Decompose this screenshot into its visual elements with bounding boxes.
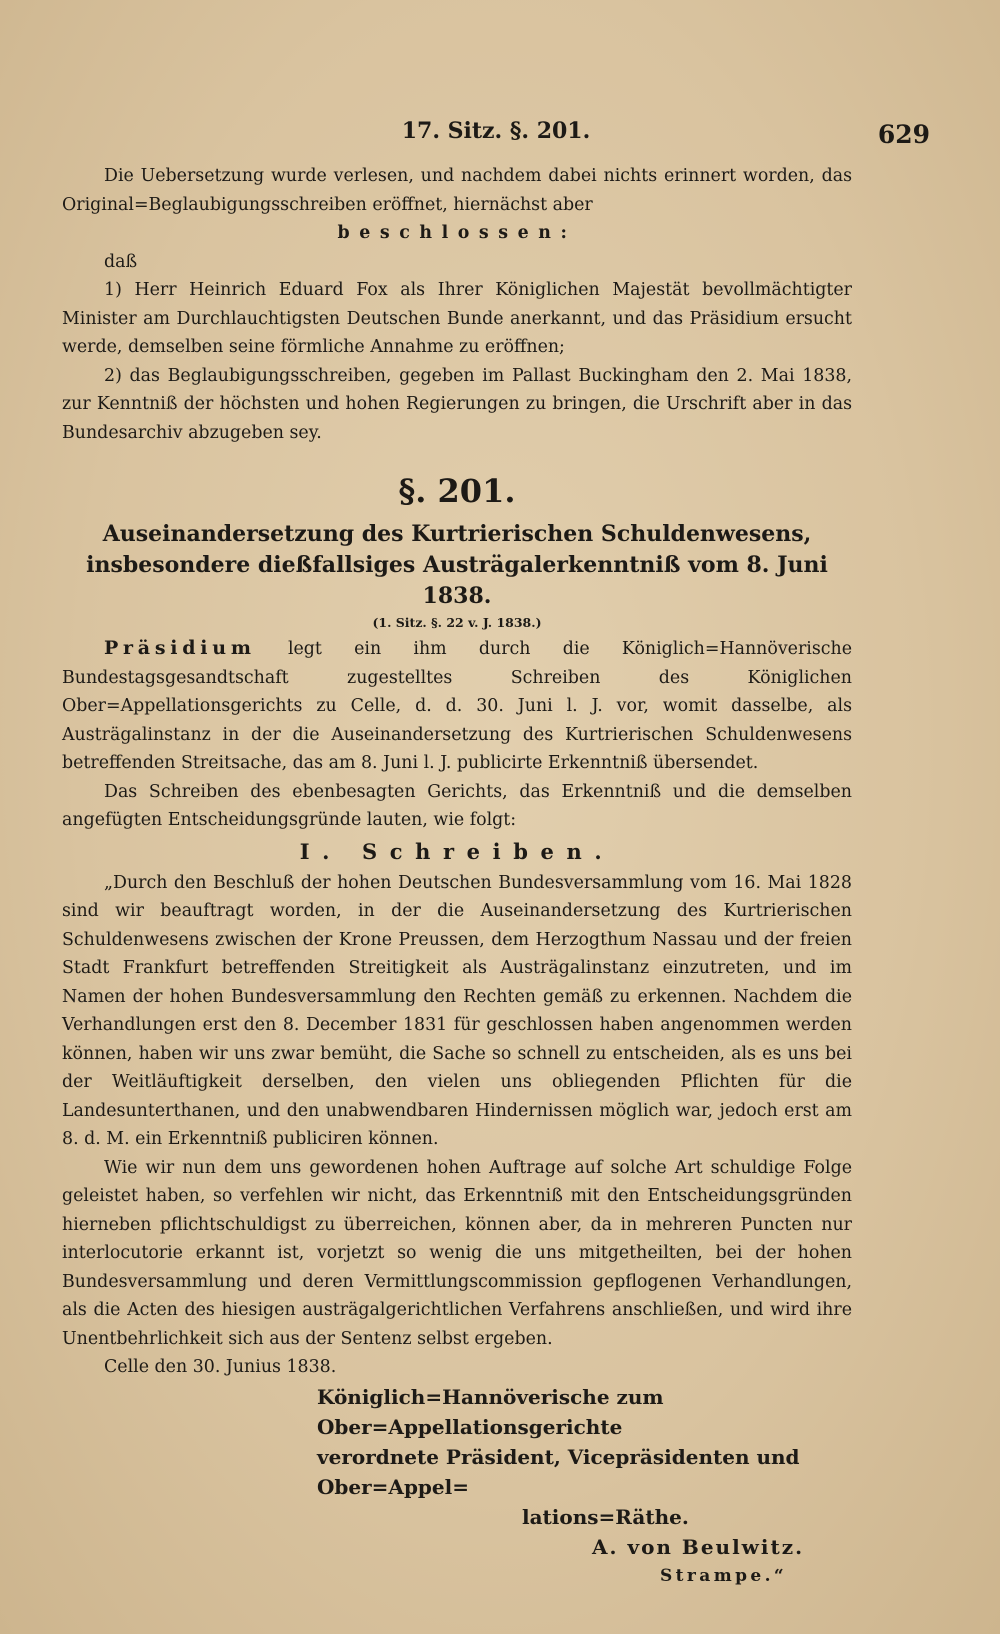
page-header	[62, 118, 930, 158]
section-title: Auseinandersetzung des Kurtrierischen Schuldenwesens, insbesondere dießfallsiges Austrägalerkenntniß vom 8. Juni 1838.	[86, 521, 828, 609]
praesidium-lead: Präsidium	[104, 637, 256, 659]
resolution-heading: beschlossen:	[337, 223, 577, 243]
resolution-item-1: 1) Herr Heinrich Eduard Fox als Ihrer Königlichen Majestät bevollmächtigter Minister am Durchlauchtigsten Deutschen Bunde anerkannt, und das Präsidium ersucht werde, demselben seine förmliche Annahme zu eröffnen;	[62, 280, 852, 357]
praesidium-text: legt ein ihm durch die Königlich=Hannöverische Bundestagsgesandtschaft zugestelltes Schreiben des Königlichen Ober=Appellationsgerichts zu Celle, d. d. 30. Juni l. J. vor, womit dasselbe, als Austrägalinstanz in der die Auseinandersetzung des Kurtrierischen Schuldenwesens betreffenden Streitsache, das am 8. Juni l. J. publicirte Erkenntniß übersendet.	[62, 639, 852, 773]
running-title: 17. Sitz. §. 201.	[401, 118, 591, 144]
paragraph-translation: Die Uebersetzung wurde verlesen, und nachdem dabei nichts erinnert worden, das Original=Beglaubigungsschreiben eröffnet, hiernächst aber	[62, 166, 852, 215]
resolution-dass: daß	[104, 251, 138, 272]
signature-line-3: lations=Räthe.	[522, 1504, 689, 1529]
paragraph-letter-1: „Durch den Beschluß der hohen Deutschen Bundesversammlung vom 16. Mai 1828 sind wir beauftragt worden, in der die Auseinandersetzung des Kurtrierischen Schuldenwesens zwischen der Krone Preussen, dem Herzogthum Nassau und der freien Stadt Frankfurt betreffenden Streitigkeit als Austrägalinstanz einzutreten, und im Namen der hohen Bundesversammlung den Rechten gemäß zu erkennen. Nachdem die Verhandlungen erst den 8. December 1831 für geschlossen haben angenommen werden können, haben wir uns zwar bemüht, die Sache so schnell zu entscheiden, als es uns bei der Weitläuftigkeit derselben, den vielen uns obliegenden Pflichten für die Landesunterthanen, und den unabwendbaren Hindernissen möglich war, jedoch erst am 8. d. M. ein Erkenntniß publiciren können.	[62, 872, 852, 1149]
signature-clerk: Strampe.“	[660, 1565, 788, 1586]
signature-name: A. von Beulwitz.	[592, 1534, 805, 1559]
section-number: §. 201.	[398, 472, 516, 510]
letter-date: Celle den 30. Junius 1838.	[104, 1357, 337, 1377]
paragraph-letter-2: Wie wir nun dem uns gewordenen hohen Auftrage auf solche Art schuldige Folge geleistet haben, so verfehlen wir nicht, das Erkenntniß mit den Entscheidungsgründen hierneben pflichtschuldigst zu überreichen, können aber, da in mehreren Puncten nur interlocutorie erkannt ist, vorjetzt so wenig die uns mitgetheilten, bei der hohen Bundesversammlung und deren Vermittlungscommission gepflogenen Verhandlungen, als die Acten des hiesigen austrägalgerichtlichen Verfahrens anschließen, und wird ihre Unentbehrlichkeit sich aus der Sentenz selbst ergeben.	[62, 1157, 852, 1349]
section-reference: (1. Sitz. §. 22 v. J. 1838.)	[372, 615, 542, 630]
paragraph-praesidium	[62, 634, 852, 778]
signature-line-1: Königlich=Hannöverische zum Ober=Appellationsgerichte	[317, 1384, 664, 1439]
resolution-item-2: 2) das Beglaubigungsschreiben, gegeben im Pallast Buckingham den 2. Mai 1838, zur Kenntniß der höchsten und hohen Regierungen zu bringen, die Urschrift aber in das Bundesarchiv abzugeben sey.	[62, 365, 852, 443]
paragraph-schreiben-intro: Das Schreiben des ebenbesagten Gerichts, das Erkenntniß und die demselben angefügten Entscheidungsgründe lauten, wie folgt:	[62, 781, 852, 830]
page-number: 629	[877, 120, 930, 149]
page-body	[62, 162, 852, 1590]
signature-line-2: verordnete Präsident, Vicepräsidenten und Ober=Appel=	[317, 1444, 800, 1499]
subheading-schreiben: I. Schreiben.	[299, 838, 615, 864]
